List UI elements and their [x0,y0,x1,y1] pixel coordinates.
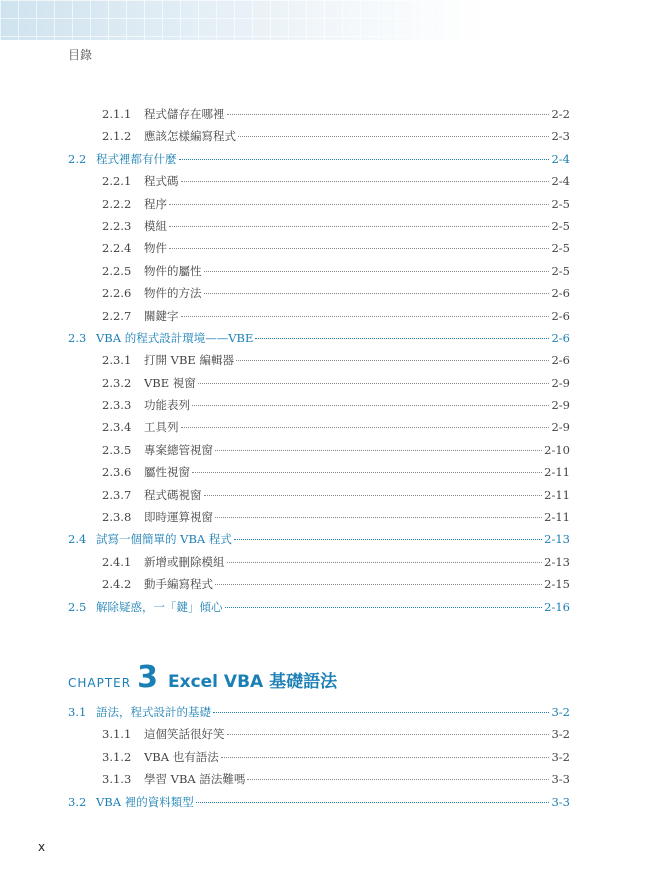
toc-leader-dots [215,583,542,585]
toc-entry-page: 2-6 [551,308,570,323]
toc-section-entry[interactable] [68,794,570,816]
toc-subsection-entry[interactable] [68,771,570,793]
toc-leader-dots [234,538,542,540]
toc-entry-page: 2-11 [544,487,570,502]
toc-leader-dots [227,733,550,735]
toc-subsection-entry[interactable] [68,308,570,330]
toc-subsection-entry[interactable] [68,352,570,374]
toc-leader-dots [204,292,550,294]
toc-entry-page: 2-5 [551,263,570,278]
toc-entry-number: 2.4.2 [102,577,132,592]
toc-section-entry[interactable] [68,531,570,553]
toc-section-entry[interactable] [68,599,570,621]
toc-leader-dots [236,359,550,361]
toc-subsection-entry[interactable] [68,419,570,441]
toc-entry-page: 2-4 [551,151,570,166]
toc-entry-number: 2.3.1 [102,353,132,368]
toc-entry-number: 2.2.4 [102,241,132,256]
toc-entry-page: 2-15 [544,577,570,592]
toc-entry-title: 程式裡都有什麼 [96,151,177,166]
toc-subsection-entry[interactable] [68,576,570,598]
toc-subsection-entry[interactable] [68,487,570,509]
toc-entry-number: 2.2.2 [102,196,132,211]
toc-entry-number: 2.4 [68,532,87,547]
toc-entry-page: 2-11 [544,465,570,480]
toc-subsection-entry[interactable] [68,749,570,771]
toc-entry-title: VBA 裡的資料類型 [96,794,194,809]
toc-entry-title: 關鍵字 [144,308,179,323]
toc-subsection-entry[interactable] [68,554,570,576]
toc-entry-page: 2-4 [551,174,570,189]
toc-entry-page: 2-6 [551,330,570,345]
toc-entry-number: 3.1.2 [102,749,132,764]
toc-leader-dots [198,382,550,384]
toc-entry-number: 2.2.1 [102,174,132,189]
toc-entry-number: 2.1.1 [102,107,132,121]
toc-entry-page: 3-2 [551,705,570,719]
toc-entry-page: 2-5 [551,196,570,211]
toc-entry-page: 2-10 [544,442,570,457]
chapter-label: CHAPTER [68,676,132,690]
toc-entry-number: 2.3.5 [102,442,132,457]
toc-subsection-entry[interactable] [68,375,570,397]
toc-list-chapter-2 [68,106,570,621]
toc-entry-page: 2-9 [551,375,570,390]
toc-entry-page: 2-16 [544,599,570,614]
toc-subsection-entry[interactable] [68,442,570,464]
toc-entry-number: 2.3.7 [102,487,132,502]
toc-entry-title: 打開 VBE 編輯器 [144,353,234,368]
toc-leader-dots [225,606,543,608]
toc-subsection-entry[interactable] [68,285,570,307]
toc-leader-dots [215,516,542,518]
toc-subsection-entry[interactable] [68,173,570,195]
toc-section-entry[interactable] [68,151,570,173]
chapter-title: Excel VBA 基礎語法 [167,672,338,692]
toc-subsection-entry[interactable] [68,397,570,419]
toc-leader-dots [181,426,550,428]
toc-entry-number: 2.2.5 [102,263,132,278]
toc-entry-title: 程式碼 [144,174,179,189]
toc-entry-title: 模組 [144,218,167,233]
toc-entry-number: 3.1.3 [102,772,132,787]
toc-entry-number: 3.2 [68,794,87,809]
toc-leader-dots [238,135,549,137]
toc-entry-title: VBA 的程式設計環境——VBE [96,330,254,345]
toc-leader-dots [169,247,549,249]
toc-entry-title: 物件的方法 [144,286,202,301]
toc-subsection-entry[interactable] [68,196,570,218]
toc-entry-number: 3.1 [68,705,87,719]
toc-leader-dots [215,449,542,451]
toc-subsection-entry[interactable] [68,240,570,262]
toc-subsection-entry[interactable] [68,218,570,240]
band-grid-pattern [0,0,440,40]
toc-entry-number: 2.3.2 [102,375,132,390]
toc-entry-number: 2.5 [68,599,87,614]
toc-entry-page: 2-3 [551,129,570,144]
toc-entry-page: 3-2 [551,749,570,764]
toc-entry-number: 3.1.1 [102,727,132,742]
toc-entry-title: 物件的屬性 [144,263,202,278]
toc-leader-dots [221,756,550,758]
toc-leader-dots [192,471,542,473]
toc-leader-dots [227,561,543,563]
toc-entry-number: 2.3.3 [102,398,132,413]
toc-entry-page: 3-3 [551,794,570,809]
toc-entry-number: 2.2.3 [102,218,132,233]
toc-leader-dots [227,113,550,115]
toc-leader-dots [169,203,549,205]
toc-entry-number: 2.3.4 [102,420,132,435]
toc-entry-page: 2-13 [544,554,570,569]
toc-entry-number: 2.4.1 [102,554,132,569]
toc-entry-page: 2-13 [544,532,570,547]
toc-entry-title: 功能表列 [144,398,190,413]
toc-entry-title: 試寫一個簡單的 VBA 程式 [96,532,232,547]
toc-entry-number: 2.2.7 [102,308,132,323]
page-number: x [38,840,46,854]
top-decorative-band [0,0,650,40]
toc-entry-number: 2.2.6 [102,286,132,301]
toc-entry-title: 學習 VBA 語法難嗎 [144,772,246,787]
toc-entry-title: 語法，程式設計的基礎 [96,705,211,719]
toc-subsection-entry[interactable] [68,509,570,531]
toc-entry-page: 3-3 [551,772,570,787]
toc-entry-title: 工具列 [144,420,179,435]
toc-entry-title: 物件 [144,241,167,256]
toc-entry-page: 2-11 [544,510,570,525]
toc-subsection-entry[interactable] [68,464,570,486]
toc-leader-dots [204,494,543,496]
toc-entry-title: VBA 也有語法 [144,749,219,764]
toc-subsection-entry[interactable] [68,263,570,285]
toc-leader-dots [247,778,549,780]
toc-subsection-entry[interactable] [68,128,570,150]
toc-entry-page: 2-9 [551,420,570,435]
toc-entry-title: 動手編寫程式 [144,577,213,592]
toc-entry-page: 2-5 [551,241,570,256]
toc-leader-dots [196,801,550,803]
chapter-number: 3 [137,660,158,695]
toc-entry-title: 應該怎樣編寫程式 [144,129,236,144]
toc-leader-dots [255,337,549,339]
toc-entry-number: 2.3.6 [102,465,132,480]
toc-section-entry[interactable] [68,330,570,352]
toc-section-entry[interactable] [68,704,570,726]
toc-entry-title: 解除疑惑，一「鍵」傾心 [96,599,223,614]
toc-subsection-entry[interactable] [68,106,570,128]
toc-leader-dots [181,180,550,182]
toc-entry-title: 專案總管視窗 [144,442,213,457]
toc-entry-page: 2-6 [551,286,570,301]
toc-leader-dots [192,404,549,406]
toc-leader-dots [169,225,549,227]
toc-entry-page: 2-6 [551,353,570,368]
toc-list-chapter-3 [68,704,570,816]
toc-entry-title: 這個笑話很好笑 [144,727,225,742]
toc-entry-title: 新增或刪除模組 [144,554,225,569]
toc-leader-dots [204,270,550,272]
running-header: 目錄 [68,48,93,62]
toc-leader-dots [181,315,550,317]
toc-entry-number: 2.3 [68,330,87,345]
toc-leader-dots [179,158,550,160]
toc-entry-page: 2-9 [551,398,570,413]
toc-entry-number: 2.2 [68,151,87,166]
toc-entry-page: 2-5 [551,218,570,233]
toc-entry-title: 程序 [144,196,167,211]
toc-entry-title: VBE 視窗 [144,375,196,390]
toc-entry-title: 屬性視窗 [144,465,190,480]
toc-entry-number: 2.3.8 [102,510,132,525]
toc-entry-page: 2-2 [551,107,570,121]
toc-entry-title: 即時運算視窗 [144,510,213,525]
chapter-heading [68,660,337,695]
toc-subsection-entry[interactable] [68,726,570,748]
toc-entry-title: 程式碼視窗 [144,487,202,502]
toc-entry-page: 3-2 [551,727,570,742]
toc-entry-title: 程式儲存在哪裡 [144,107,225,121]
toc-leader-dots [213,711,549,713]
toc-entry-number: 2.1.2 [102,129,132,144]
